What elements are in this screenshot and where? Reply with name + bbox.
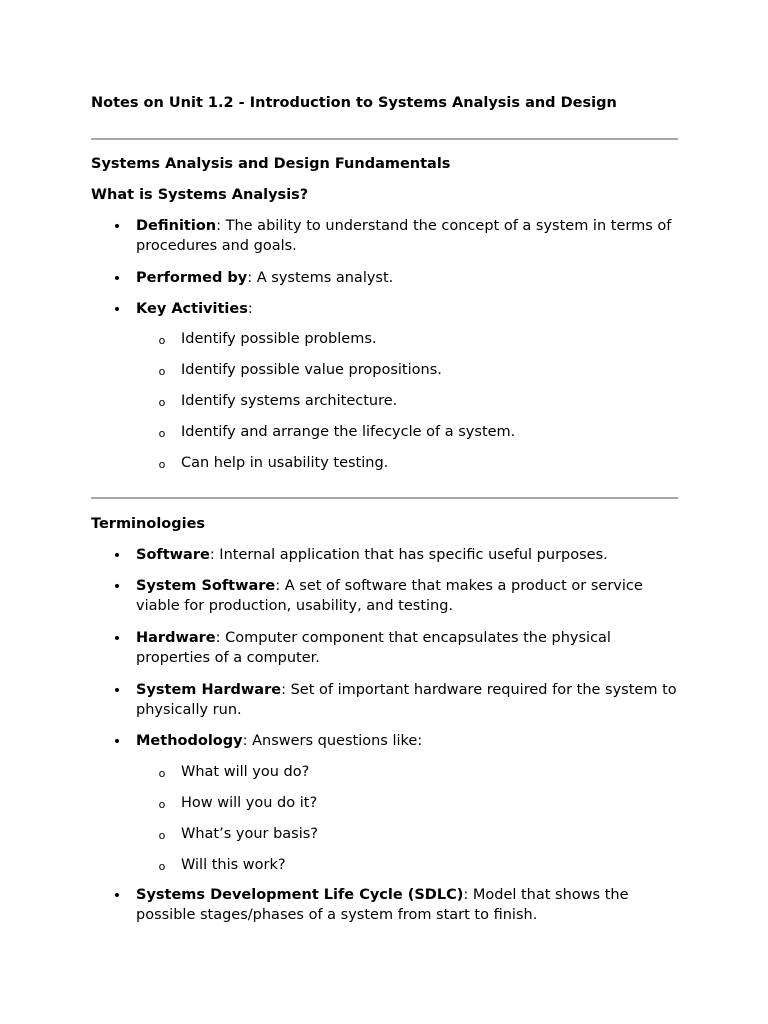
sub-bullet-icon: o [158,860,166,873]
term-label: System Hardware [136,682,282,698]
list-item-hardware [136,628,681,668]
sub-bullet-icon: o [158,829,166,842]
sub-bullet-icon: o [158,427,166,440]
document-title: Notes on Unit 1.2 - Introduction to Systems Analysis and Design [91,95,617,111]
term-label: Hardware [136,630,216,646]
term-description: : The ability to understand the concept of a system in terms of procedures and goals. [136,218,672,254]
bullet-icon: • [112,548,122,564]
section-heading-fundamentals: Systems Analysis and Design Fundamentals [91,156,451,172]
subheading-what-is-systems-analysis: What is Systems Analysis? [91,187,309,203]
list-item-sdlc [136,885,681,925]
bullet-icon: • [112,734,122,750]
sub-bullet-icon: o [158,365,166,378]
horizontal-rule [91,497,678,499]
bullet-icon: • [112,579,122,595]
term-label: Systems Development Life Cycle (SDLC) [136,887,464,903]
list-item-system-software [136,576,681,616]
term-description: : Answers questions like: [242,733,423,749]
bullet-icon: • [112,219,122,235]
term-description: : Set of important hardware required for the system to physically run. [136,682,677,718]
term-label: Performed by [136,270,248,286]
term-label: System Software [136,578,276,594]
term-description: : Internal application that has specific useful purposes. [209,547,608,563]
sub-list-item: Identify possible problems. [181,331,377,347]
bullet-icon: • [112,302,122,318]
list-item-performed-by [136,268,681,288]
list-item-software [136,545,681,565]
sub-bullet-icon: o [158,798,166,811]
sub-list-item: What’s your basis? [181,826,319,842]
term-label: Key Activities [136,301,248,317]
bullet-icon: • [112,683,122,699]
sub-list-item: Identify systems architecture. [181,393,398,409]
bullet-icon: • [112,631,122,647]
term-description: : A systems analyst. [247,270,394,286]
term-description: : Computer component that encapsulates the physical properties of a computer. [136,630,611,666]
sub-list-item: Identify and arrange the lifecycle of a system. [181,424,516,440]
list-item-methodology [136,731,681,751]
sub-list-item: How will you do it? [181,795,318,811]
list-item-definition [136,216,681,256]
term-label: Software [136,547,210,563]
term-label: Methodology [136,733,243,749]
sub-list-item: Will this work? [181,857,286,873]
term-description: : A set of software that makes a product or service viable for production, usability, and testing. [136,578,643,614]
sub-bullet-icon: o [158,334,166,347]
horizontal-rule [91,138,678,140]
sub-bullet-icon: o [158,767,166,780]
sub-bullet-icon: o [158,396,166,409]
bullet-icon: • [112,271,122,287]
list-item-system-hardware [136,680,681,720]
section-heading-terminologies: Terminologies [91,516,206,532]
sub-list-item: Identify possible value propositions. [181,362,442,378]
list-item-key-activities [136,299,681,319]
sub-bullet-icon: o [158,458,166,471]
sub-list-item: Can help in usability testing. [181,455,389,471]
term-description: : [247,301,253,317]
bullet-icon: • [112,888,122,904]
term-label: Definition [136,218,217,234]
term-description: : Model that shows the possible stages/phases of a system from start to finish. [136,887,629,923]
sub-list-item: What will you do? [181,764,310,780]
